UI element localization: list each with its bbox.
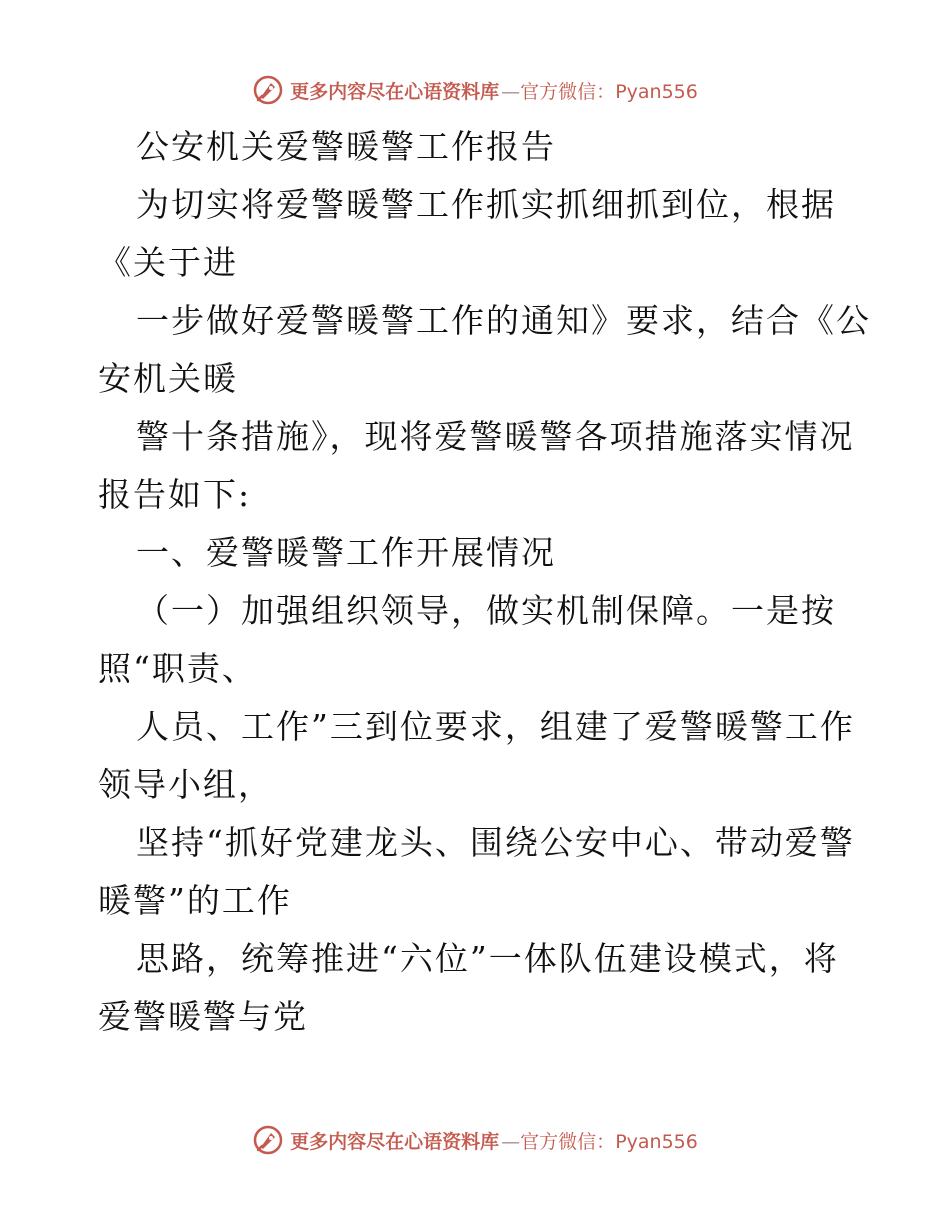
document-title: 公安机关爱警暖警工作报告 [136,127,556,166]
text-line: 为切实将爱警暖警工作抓实抓细抓到位，根据 [136,185,836,224]
text-line: 一步做好爱警暖警工作的通知》要求，结合《公 [136,301,871,340]
banner-wechat-label: 官方微信： [520,80,616,103]
banner-main-text: 更多内容尽在心语资料库 [290,80,500,103]
banner-text [290,77,698,104]
banner-main-text: 更多内容尽在心语资料库 [290,1130,500,1153]
pen-nib-circle-icon [252,1124,284,1156]
pen-nib-circle-icon [252,74,284,106]
text-line: 《关于进 [98,243,238,282]
banner-wechat-label: 官方微信： [520,1130,616,1153]
banner-separator: — [501,80,521,103]
text-line: 暖警”的工作 [98,881,292,920]
text-line: 警十条措施》，现将爱警暖警各项措施落实情况 [136,417,855,456]
text-line: 安机关暖 [98,359,238,398]
text-line: 照“职责、 [98,649,257,688]
text-line: （一）加强组织领导，做实机制保障。一是按 [136,591,836,630]
banner-wechat-id: Pyan556 [615,1130,698,1153]
banner-text [290,1127,698,1154]
text-line: 坚持“抓好党建龙头、围绕公安中心、带动爱警 [136,823,855,862]
text-line: 爱警暖警与党 [98,997,308,1036]
banner-wechat-id: Pyan556 [615,80,698,103]
footer-banner [0,1120,950,1160]
section-heading: 一、爱警暖警工作开展情况 [136,533,556,572]
text-line: 思路，统筹推进“六位”一体队伍建设模式，将 [136,939,839,978]
text-line: 领导小组， [98,765,273,804]
document-body [98,118,871,1046]
text-line: 报告如下: [98,475,252,514]
text-line: 人员、工作”三到位要求，组建了爱警暖警工作 [136,707,855,746]
header-banner [0,70,950,110]
banner-separator: — [501,1130,521,1153]
